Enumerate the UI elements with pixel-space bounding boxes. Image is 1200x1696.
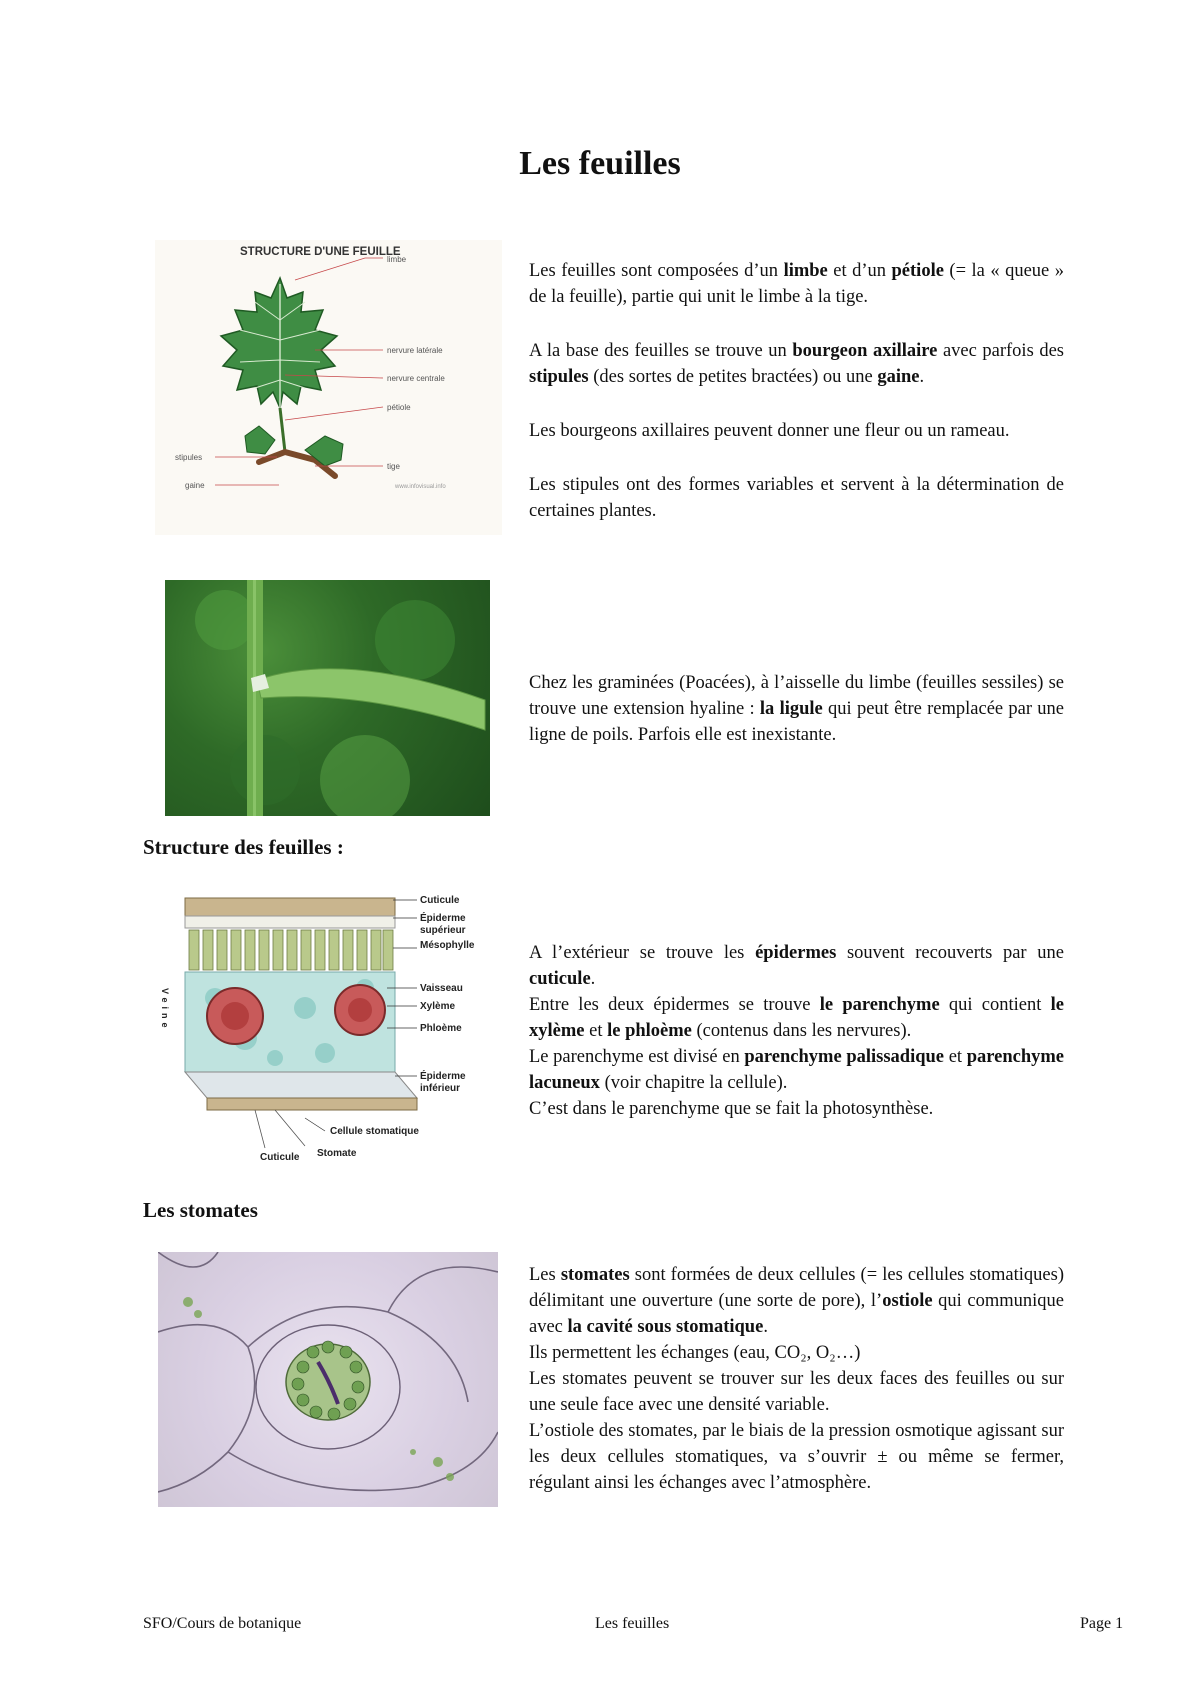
label-cuticule-top: Cuticule [420, 895, 460, 906]
intro-paragraph-3: Les bourgeons axillaires peuvent donner une fleur ou un rameau. [529, 421, 1010, 441]
label-epiderme-inf-1: Épiderme [420, 1071, 466, 1082]
label-veine: Veine [160, 988, 170, 1032]
footer-center: Les feuilles [595, 1615, 670, 1632]
label-phloeme: Phloème [420, 1023, 462, 1034]
label-cuticule-bottom: Cuticule [260, 1152, 300, 1163]
label-xyleme: Xylème [420, 1001, 456, 1012]
label-epiderme-inf-2: inférieur [420, 1083, 461, 1094]
footer-left: SFO/Cours de botanique [143, 1615, 302, 1632]
label-stipules: stipules [175, 453, 203, 462]
stomata-micrograph [158, 1252, 498, 1507]
structure-paragraph-4: C’est dans le parenchyme que se fait la photosynthèse. [529, 1099, 934, 1119]
stomates-heading: Les stomates [143, 1198, 258, 1222]
label-epiderme-sup-2: supérieur [420, 925, 466, 936]
label-tige: tige [387, 462, 400, 471]
label-limbe: limbe [387, 255, 407, 264]
stomates-paragraph-3: Les stomates peuvent se trouver sur les deux faces des feuilles ou sur une seule face avec une densité variable. [529, 1369, 1064, 1415]
structure-text [529, 940, 1064, 1122]
label-epiderme-sup-1: Épiderme [420, 913, 466, 924]
label-nervure-laterale: nervure latérale [387, 346, 443, 355]
graminees-text [529, 670, 1064, 748]
stomates-paragraph-1: Les stomates sont formées de deux cellules (= les cellules stomatiques) délimitant une ouverture (une sorte de pore), l’ostiole qui communique avec la cavité sous stomatique. [529, 1265, 1065, 1337]
stomates-paragraph-2: Ils permettent les échanges (eau, CO₂, O₂…) [529, 1343, 861, 1363]
label-cellule-stomatique: Cellule stomatique [330, 1126, 419, 1137]
label-vaisseau: Vaisseau [420, 983, 463, 994]
stomates-text [529, 1262, 1064, 1496]
structure-heading: Structure des feuilles : [143, 835, 344, 859]
structure-paragraph-3: Le parenchyme est divisé en parenchyme palissadique et parenchyme lacuneux (voir chapitre la cellule). [529, 1047, 1064, 1093]
label-stomate: Stomate [317, 1148, 357, 1159]
leaf-cross-section-diagram [155, 888, 502, 1168]
footer-right: Page 1 [1080, 1615, 1124, 1632]
label-nervure-centrale: nervure centrale [387, 374, 445, 383]
label-petiole: pétiole [387, 403, 411, 412]
credit-label: www.infovisual.info [395, 484, 446, 490]
intro-paragraph-4: Les stipules ont des formes variables et servent à la détermination de certaines plantes. [529, 475, 1064, 521]
intro-text [529, 258, 1064, 552]
grass-ligule-photo [165, 580, 490, 816]
structure-paragraph-1: A l’extérieur se trouve les épidermes souvent recouverts par une cuticule. [529, 943, 1064, 989]
diagram-heading: STRUCTURE D'UNE FEUILLE [240, 246, 401, 258]
page-title: Les feuilles [519, 145, 681, 182]
label-gaine: gaine [185, 481, 205, 490]
intro-paragraph-2: A la base des feuilles se trouve un bourgeon axillaire avec parfois des stipules (des sortes de petites bractées) ou une gaine. [529, 341, 1065, 387]
label-mesophylle: Mésophylle [420, 940, 475, 951]
leaf-structure-diagram [155, 240, 502, 535]
structure-paragraph-2: Entre les deux épidermes se trouve le parenchyme qui contient le xylème et le phloème (contenus dans les nervures). [529, 995, 1064, 1041]
intro-paragraph-1: Les feuilles sont composées d’un limbe et d’un pétiole (= la « queue » de la feuille), partie qui unit le limbe à la tige. [529, 261, 1065, 307]
stomates-paragraph-4: L’ostiole des stomates, par le biais de la pression osmotique agissant sur les deux cellules stomatiques, va s’ouvrir ± ou même se fermer, régulant ainsi les échanges avec l’atmosphère. [529, 1421, 1064, 1493]
graminees-paragraph: Chez les graminées (Poacées), à l’aisselle du limbe (feuilles sessiles) se trouve une extension hyaline : la ligule qui peut être remplacée par une ligne de poils. Parfois elle est inexistante. [529, 673, 1065, 745]
